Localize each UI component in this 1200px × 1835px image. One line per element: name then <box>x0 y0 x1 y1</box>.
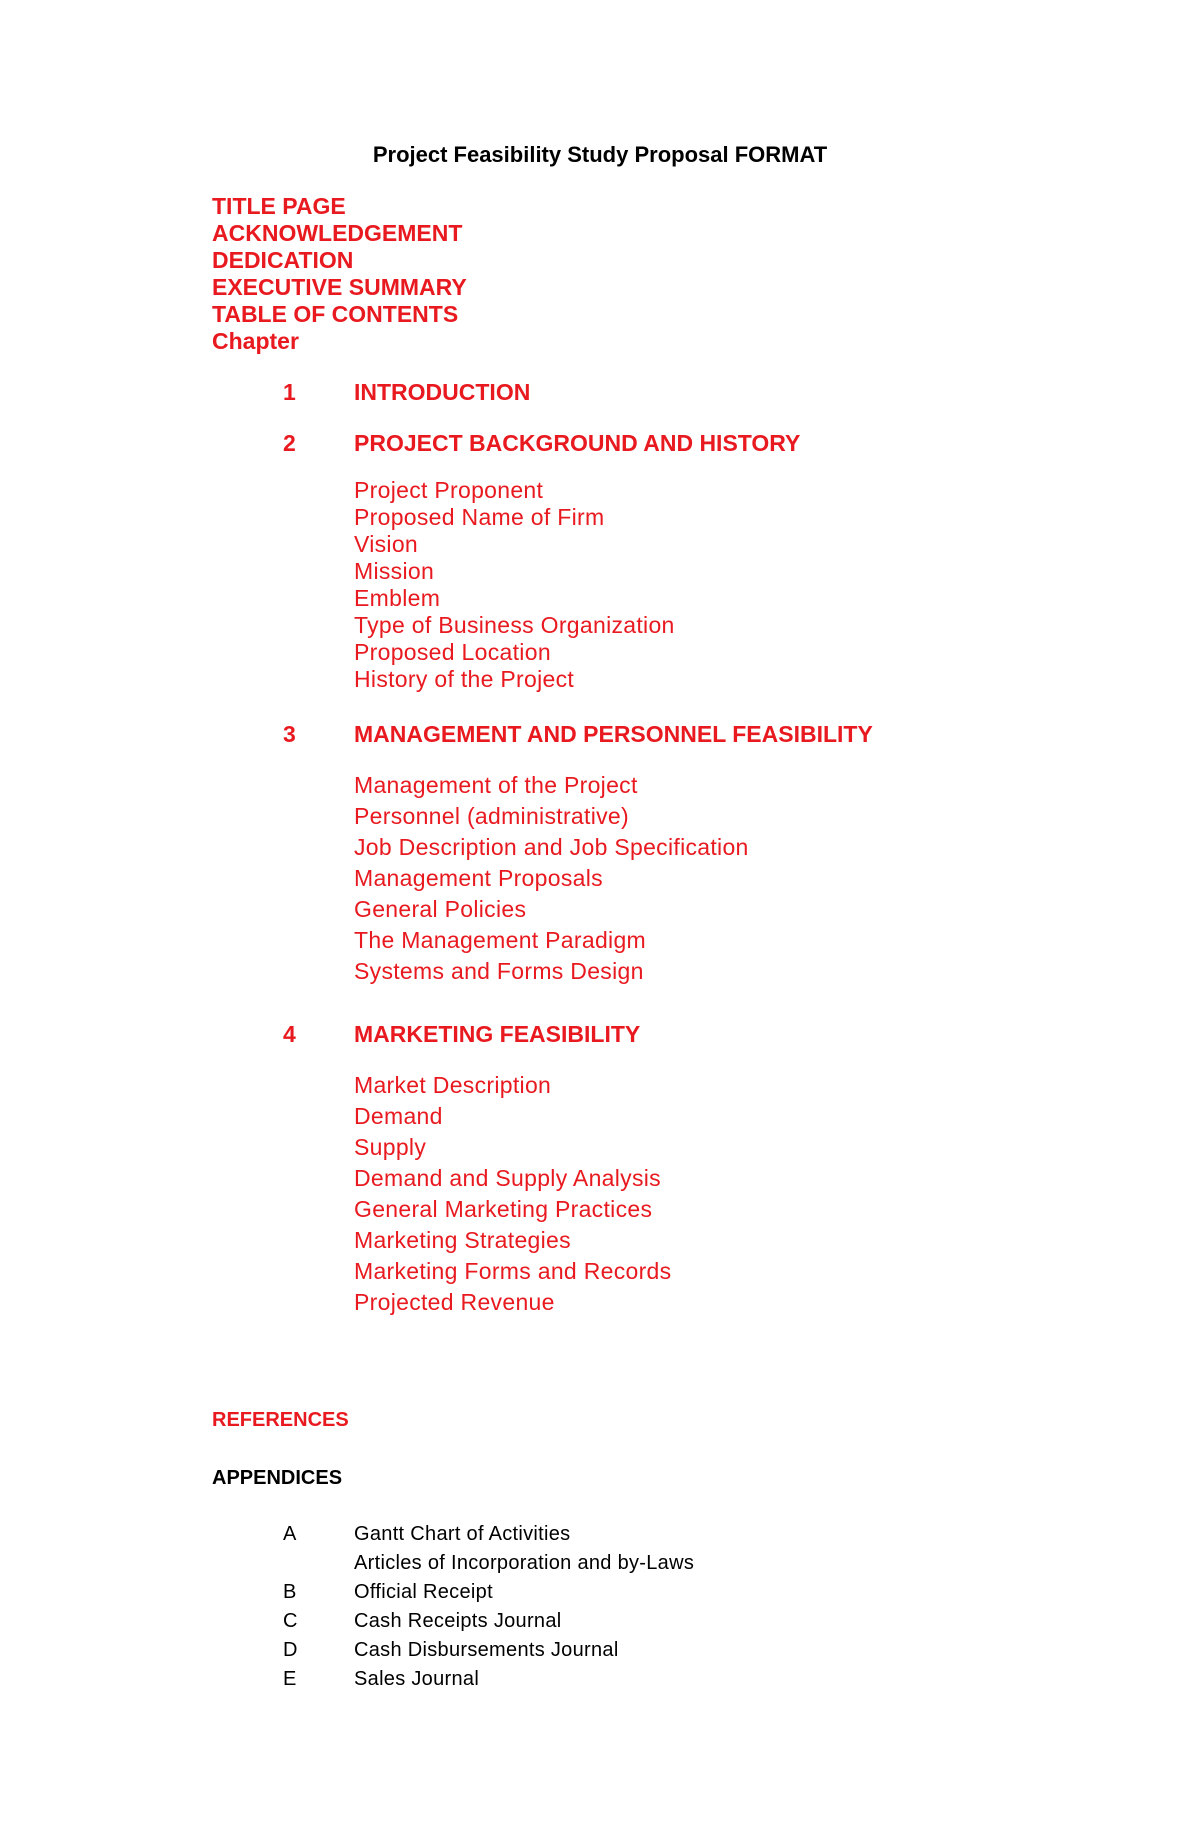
chapter-item: Projected Revenue <box>354 1289 555 1315</box>
front-matter-acknowledgement: ACKNOWLEDGEMENT <box>212 220 463 246</box>
chapter-item: Proposed Name of Firm <box>354 504 605 530</box>
chapter-title: MARKETING FEASIBILITY <box>354 1021 641 1047</box>
chapter-item: Marketing Forms and Records <box>354 1258 672 1284</box>
chapter-item: Management Proposals <box>354 865 603 891</box>
chapter-item: Management of the Project <box>354 772 638 798</box>
chapter-item: General Policies <box>354 896 527 922</box>
chapter-item: Marketing Strategies <box>354 1227 571 1253</box>
front-matter-executive-summary: EXECUTIVE SUMMARY <box>212 274 467 300</box>
chapter-number: 1 <box>283 379 296 405</box>
chapter-item: Demand and Supply Analysis <box>354 1165 661 1191</box>
appendix-letter: D <box>283 1639 298 1661</box>
chapter-item: Demand <box>354 1103 443 1129</box>
chapter-item: Emblem <box>354 585 441 611</box>
appendix-item: Cash Receipts Journal <box>354 1610 562 1632</box>
appendix-item: Cash Disbursements Journal <box>354 1639 619 1661</box>
chapter-title: MANAGEMENT AND PERSONNEL FEASIBILITY <box>354 721 873 747</box>
appendix-letter: C <box>283 1610 298 1632</box>
appendices-heading: APPENDICES <box>212 1467 343 1489</box>
chapter-item: Project Proponent <box>354 477 544 503</box>
appendix-letter: A <box>283 1523 297 1545</box>
appendix-item: Gantt Chart of Activities <box>354 1523 571 1545</box>
appendix-letter: B <box>283 1581 297 1603</box>
chapter-item: Vision <box>354 531 419 557</box>
document-title: Project Feasibility Study Proposal FORMAT <box>372 142 828 167</box>
appendix-item: Official Receipt <box>354 1581 493 1603</box>
chapter-item: Job Description and Job Specification <box>354 834 749 860</box>
chapter-title: PROJECT BACKGROUND AND HISTORY <box>354 430 801 456</box>
chapter-item: General Marketing Practices <box>354 1196 653 1222</box>
chapter-item: Type of Business Organization <box>354 612 675 638</box>
chapter-number: 2 <box>283 430 296 456</box>
chapter-item: Personnel (administrative) <box>354 803 629 829</box>
appendix-item: Sales Journal <box>354 1668 480 1690</box>
chapter-item: Market Description <box>354 1072 552 1098</box>
references-heading: REFERENCES <box>212 1409 349 1431</box>
chapter-item: Proposed Location <box>354 639 551 665</box>
chapter-item: Systems and Forms Design <box>354 958 644 984</box>
front-matter-title-page: TITLE PAGE <box>212 193 346 219</box>
front-matter-table-of-contents: TABLE OF CONTENTS <box>212 301 459 327</box>
chapter-item: The Management Paradigm <box>354 927 646 953</box>
appendix-letter: E <box>283 1668 297 1690</box>
chapter-title: INTRODUCTION <box>354 379 531 405</box>
chapter-item: Mission <box>354 558 435 584</box>
front-matter-chapter-label: Chapter <box>212 328 299 354</box>
appendix-item: Articles of Incorporation and by-Laws <box>354 1552 695 1574</box>
front-matter-dedication: DEDICATION <box>212 247 354 273</box>
chapter-number: 3 <box>283 721 296 747</box>
chapter-item: History of the Project <box>354 666 575 692</box>
chapter-number: 4 <box>283 1021 296 1047</box>
chapter-item: Supply <box>354 1134 427 1160</box>
